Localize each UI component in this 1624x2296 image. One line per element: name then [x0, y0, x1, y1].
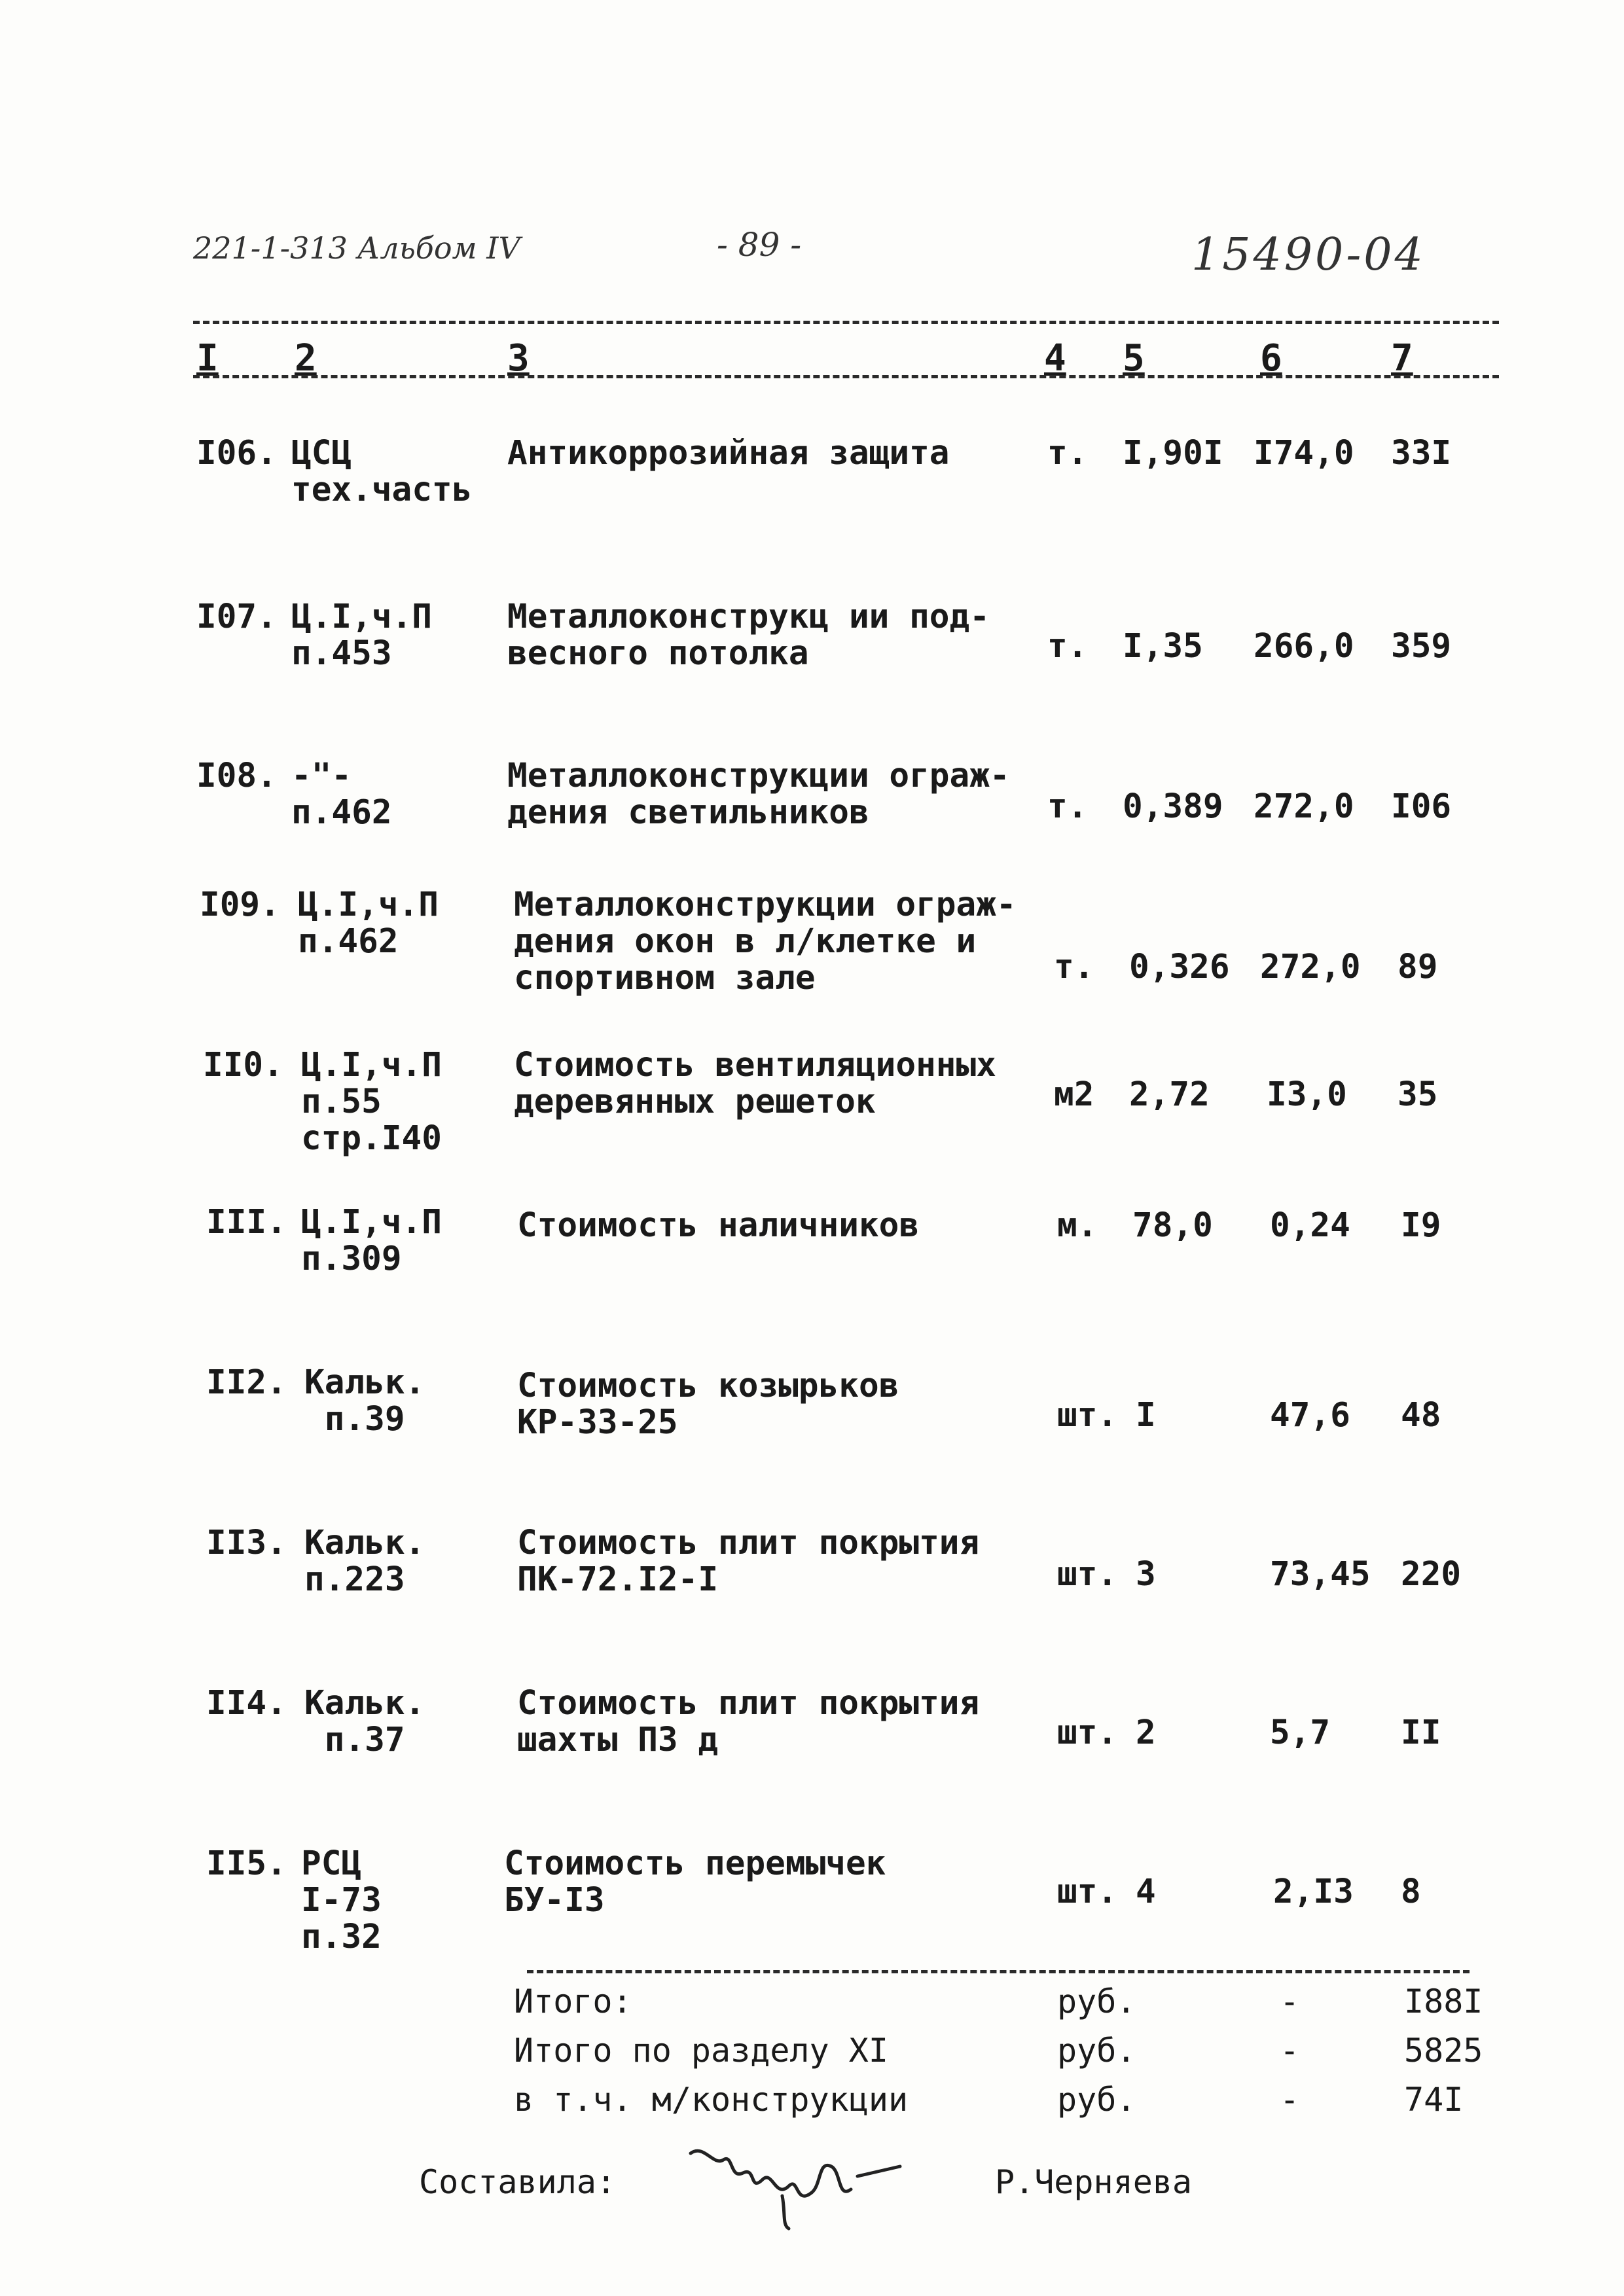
row-total: 48: [1401, 1396, 1441, 1435]
row-quantity: I: [1136, 1396, 1156, 1435]
totals-label: Итого по разделу XI: [514, 2032, 888, 2070]
row-number: II4.: [206, 1684, 287, 1723]
album-reference: 221-1-313 Альбом IV: [193, 230, 520, 266]
row-description: Металлоконструкц ии под- весного потолка: [507, 598, 990, 673]
row-unit-price: 272,0: [1260, 948, 1361, 986]
row-unit: шт.: [1057, 1555, 1118, 1594]
row-number: II5.: [206, 1844, 287, 1883]
row-quantity: 4: [1136, 1873, 1156, 1911]
row-total: 8: [1401, 1873, 1421, 1911]
row-total: I9: [1401, 1206, 1441, 1245]
row-quantity: 78,0: [1132, 1206, 1213, 1245]
row-description: Стоимость козырьков КР-33-25: [517, 1367, 899, 1442]
row-unit: т.: [1047, 787, 1088, 826]
row-unit: шт.: [1057, 1396, 1118, 1435]
row-number: I06.: [196, 434, 277, 473]
row-description: Металлоконструкции ограж- дения окон в л/клетке и спортивном зале: [514, 886, 1017, 997]
row-reference: Ц.I,ч.П п.462: [298, 886, 439, 961]
row-unit: т.: [1047, 434, 1088, 473]
header-underline: [193, 375, 1499, 378]
handwritten-signature: [684, 2140, 907, 2232]
totals-unit: руб.: [1057, 1982, 1136, 2020]
row-total: 359: [1391, 627, 1452, 666]
row-unit-price: 5,7: [1270, 1713, 1331, 1752]
row-total: 35: [1398, 1075, 1438, 1114]
row-unit-price: I74,0: [1254, 434, 1354, 473]
row-number: II3.: [206, 1524, 287, 1562]
row-unit: шт.: [1057, 1713, 1118, 1752]
row-quantity: 0,389: [1123, 787, 1223, 826]
row-reference: Ц.I,ч.П п.309: [301, 1203, 442, 1278]
row-reference: Кальк. п.39: [304, 1363, 425, 1439]
row-total: II: [1401, 1713, 1441, 1752]
row-reference: РСЦ I-73 п.32: [301, 1844, 382, 1956]
row-quantity: 2: [1136, 1713, 1156, 1752]
page-number: - 89 -: [717, 226, 802, 264]
row-unit: т.: [1054, 948, 1094, 986]
row-quantity: 2,72: [1129, 1075, 1210, 1114]
totals-value: 74I: [1404, 2081, 1464, 2119]
compiler-name: Р.Черняева: [995, 2163, 1193, 2201]
row-unit-price: 73,45: [1270, 1555, 1371, 1594]
column-heading-1: I: [196, 337, 219, 380]
row-reference: ЦСЦ тех.часть: [291, 434, 473, 509]
totals-label: Итого:: [514, 1982, 632, 2020]
column-heading-7: 7: [1391, 337, 1413, 380]
row-number: II2.: [206, 1363, 287, 1402]
column-heading-3: 3: [507, 337, 530, 380]
row-unit-price: I3,0: [1267, 1075, 1347, 1114]
row-unit-price: 47,6: [1270, 1396, 1350, 1435]
row-description: Антикоррозийная защита: [507, 434, 950, 473]
top-divider: [193, 321, 1499, 324]
row-number: I07.: [196, 598, 277, 636]
row-unit-price: 0,24: [1270, 1206, 1350, 1245]
row-quantity: 3: [1136, 1555, 1156, 1594]
document-number: 15490-04: [1191, 229, 1426, 281]
row-reference: Кальк. п.37: [304, 1684, 425, 1759]
totals-label: в т.ч. м/конструкции: [514, 2081, 909, 2119]
row-number: I09.: [200, 886, 280, 924]
row-unit: м.: [1057, 1206, 1098, 1245]
row-unit: м2: [1054, 1075, 1094, 1114]
column-heading-2: 2: [295, 337, 317, 380]
row-description: Стоимость наличников: [517, 1206, 920, 1245]
row-description: Металлоконструкции ограж- дения светильников: [507, 757, 1010, 832]
row-description: Стоимость плит покрытия шахты П3 д: [517, 1684, 980, 1759]
row-reference: Ц.I,ч.П п.453: [291, 598, 432, 673]
column-heading-5: 5: [1123, 337, 1145, 380]
row-number: I08.: [196, 757, 277, 795]
row-total: 220: [1401, 1555, 1462, 1594]
row-total: I06: [1391, 787, 1452, 826]
row-quantity: I,35: [1123, 627, 1203, 666]
row-description: Стоимость вентиляционных деревянных решеток: [514, 1046, 996, 1121]
row-total: 33I: [1391, 434, 1452, 473]
row-reference: Кальк. п.223: [304, 1524, 425, 1599]
row-total: 89: [1398, 948, 1438, 986]
row-quantity: I,90I: [1123, 434, 1223, 473]
row-reference: -"- п.462: [291, 757, 392, 832]
row-quantity: 0,326: [1129, 948, 1230, 986]
row-unit: т.: [1047, 627, 1088, 666]
totals-value: I88I: [1404, 1982, 1483, 2020]
row-description: Стоимость плит покрытия ПК-72.I2-I: [517, 1524, 980, 1599]
compiled-by-label: Составила:: [419, 2163, 617, 2201]
row-reference: Ц.I,ч.П п.55 стр.I40: [301, 1046, 442, 1158]
totals-unit: руб.: [1057, 2032, 1136, 2070]
totals-dash: -: [1280, 1982, 1300, 2020]
column-heading-6: 6: [1260, 337, 1282, 380]
row-unit-price: 2,I3: [1273, 1873, 1354, 1911]
totals-divider: [527, 1970, 1470, 1973]
row-number: III.: [206, 1203, 287, 1242]
totals-unit: руб.: [1057, 2081, 1136, 2119]
row-unit-price: 266,0: [1254, 627, 1354, 666]
row-unit-price: 272,0: [1254, 787, 1354, 826]
row-description: Стоимость перемычек БУ-I3: [504, 1844, 886, 1920]
totals-value: 5825: [1404, 2032, 1483, 2070]
totals-dash: -: [1280, 2032, 1300, 2070]
row-number: II0.: [203, 1046, 283, 1085]
row-unit: шт.: [1057, 1873, 1118, 1911]
totals-dash: -: [1280, 2081, 1300, 2119]
column-heading-4: 4: [1044, 337, 1066, 380]
